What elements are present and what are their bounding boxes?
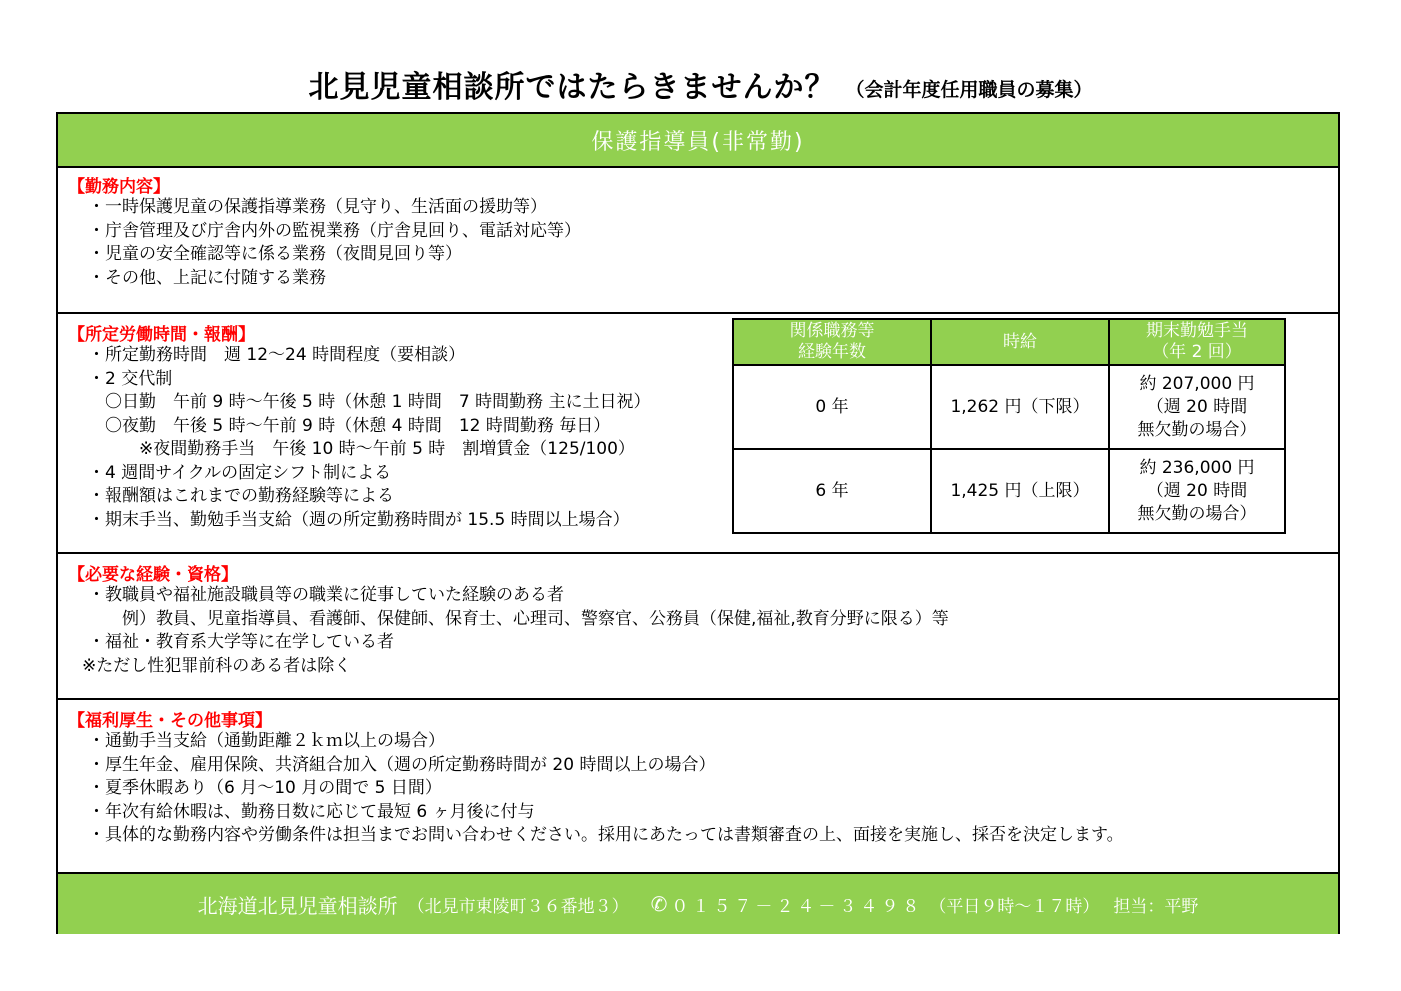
list-item: ・年次有給休暇は、勤務日数に応じて最短 6 ヶ月後に付与 bbox=[88, 801, 535, 822]
footer-org: 北海道北見児童相談所 bbox=[197, 893, 398, 918]
list-item: ・一時保護児童の保護指導業務（見守り、生活面の援助等） bbox=[88, 197, 547, 217]
section-hours-title: 【所定労働時間・報酬】 bbox=[68, 325, 255, 345]
section-hours bbox=[58, 314, 1338, 554]
header-hourly-wage: 時給 bbox=[931, 319, 1109, 365]
cell-wage: 1,262 円（下限） bbox=[931, 365, 1109, 449]
welfare-list bbox=[88, 730, 1124, 848]
section-qualifications bbox=[58, 554, 1338, 700]
list-item: ・具体的な勤務内容や労働条件は担当までお問い合わせください。採用にあたっては書類審査の上、面接を実施し、採否を決定します。 bbox=[88, 825, 1124, 845]
list-item: ・4 週間サイクルの固定シフト制による bbox=[88, 462, 392, 483]
section-welfare-title: 【福利厚生・その他事項】 bbox=[68, 711, 272, 731]
list-item: ・その他、上記に付随する業務 bbox=[88, 267, 326, 288]
pay-table-header bbox=[733, 319, 1285, 365]
header-bonus: 期末勤勉手当 （年 2 回） bbox=[1109, 319, 1285, 365]
page-subtitle: （会計年度任用職員の募集） bbox=[845, 79, 1093, 101]
list-item: ・庁舎管理及び庁舎内外の監視業務（庁舎見回り、電話対応等） bbox=[88, 220, 581, 241]
cell-years: 0 年 bbox=[733, 365, 931, 449]
list-item: ※ただし性犯罪前科のある者は除く bbox=[82, 655, 352, 676]
cell-bonus: 約 236,000 円 （週 20 時間 無欠勤の場合） bbox=[1109, 449, 1285, 533]
list-item: ・期末手当、勤勉手当支給（週の所定勤務時間が 15.5 時間以上場合） bbox=[88, 509, 630, 530]
list-item: ・夏季休暇あり（6 月～10 月の間で 5 日間） bbox=[88, 778, 442, 798]
cell-wage: 1,425 円（上限） bbox=[931, 449, 1109, 533]
list-item: ※夜間勤務手当 午後 10 時～午前 5 時 割増賃金（125/100） bbox=[88, 439, 635, 459]
list-item: 〇夜勤 午後 5 時～午前 9 時（休憩 4 時間 12 時間勤務 毎日） bbox=[88, 415, 611, 436]
list-item: ・所定勤務時間 週 12～24 時間程度（要相談） bbox=[88, 345, 466, 365]
section-duties bbox=[58, 166, 1338, 314]
header-experience: 関係職務等 経験年数 bbox=[733, 319, 931, 365]
list-item: ・教職員や福祉施設職員等の職業に従事していた経験のある者 bbox=[88, 585, 564, 605]
list-item: ・厚生年金、雇用保険、共済組合加入（週の所定勤務時間が 20 時間以上の場合） bbox=[88, 754, 716, 775]
cell-years: 6 年 bbox=[733, 449, 931, 533]
list-item: ・福祉・教育系大学等に在学している者 bbox=[88, 632, 394, 652]
job-posting-frame bbox=[56, 112, 1340, 934]
section-welfare bbox=[58, 700, 1338, 872]
footer-phone[interactable]: ０１５７－２４－３４９８ bbox=[671, 896, 924, 917]
footer-contact: 担当：平野 bbox=[1113, 896, 1199, 917]
list-item: ・児童の安全確認等に係る業務（夜間見回り等） bbox=[88, 244, 462, 264]
pay-table bbox=[732, 318, 1286, 534]
table-row bbox=[733, 365, 1285, 449]
list-item: 例）教員、児童指導員、看護師、保健師、保育士、心理司、警察官、公務員（保健,福祉,教育分野に限る）等 bbox=[88, 608, 949, 629]
position-title: 保護指導員(非常勤) bbox=[591, 129, 805, 155]
list-item: ・通勤手当支給（通勤距離２ｋｍ以上の場合） bbox=[88, 731, 445, 751]
section-qualifications-title: 【必要な経験・資格】 bbox=[68, 565, 238, 585]
list-item: ・2 交代制 bbox=[88, 368, 173, 389]
footer-hours: （平日９時～１７時） bbox=[929, 896, 1100, 917]
list-item: 〇日勤 午前 9 時～午後 5 時（休憩 1 時間 7 時間勤務 主に土日祝） bbox=[88, 392, 651, 412]
cell-bonus: 約 207,000 円 （週 20 時間 無欠勤の場合） bbox=[1109, 365, 1285, 449]
hours-list bbox=[88, 344, 651, 532]
page-title-row bbox=[0, 56, 1401, 106]
position-header bbox=[58, 114, 1338, 168]
contact-footer bbox=[58, 872, 1338, 934]
phone-icon: ✆ bbox=[650, 892, 668, 916]
list-item: ・報酬額はこれまでの勤務経験等による bbox=[88, 486, 394, 506]
section-duties-title: 【勤務内容】 bbox=[68, 177, 170, 197]
footer-address: （北見市東陵町３６番地３） bbox=[407, 896, 629, 917]
table-row bbox=[733, 449, 1285, 533]
duties-list bbox=[88, 196, 581, 290]
page-title: 北見児童相談所ではたらきませんか？ bbox=[308, 70, 836, 105]
qualifications-list bbox=[82, 584, 949, 678]
